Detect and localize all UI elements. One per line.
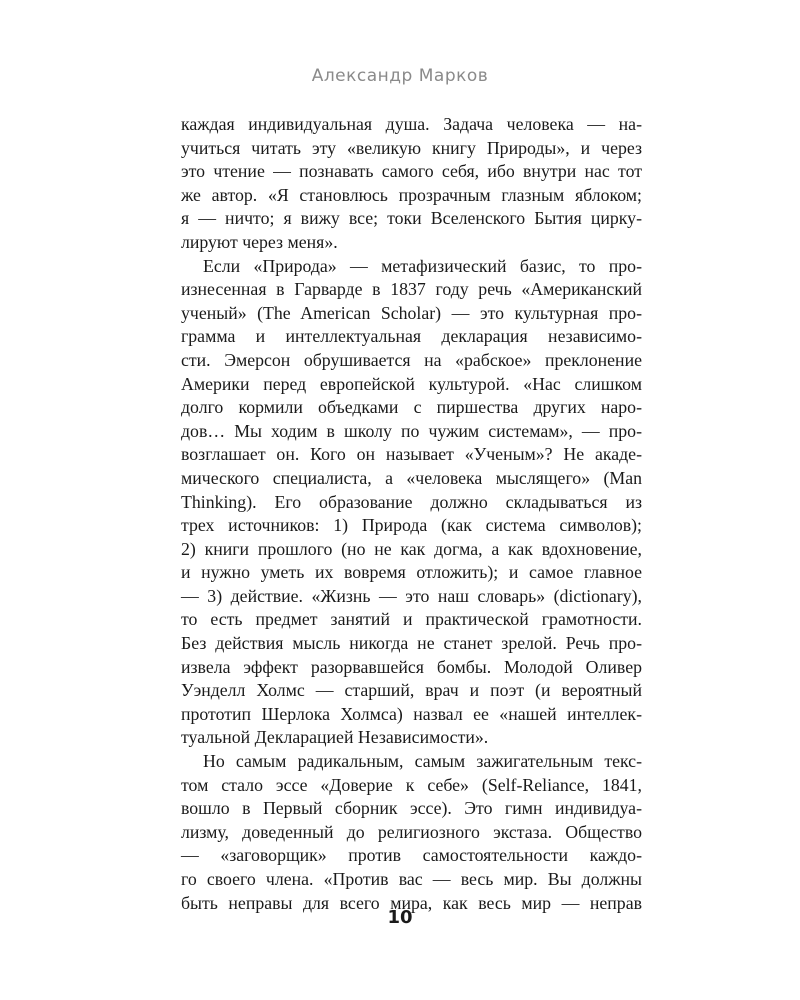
- text-line: возглашает он. Кого он называет «Ученым»? Не акаде-: [181, 444, 642, 465]
- text-line: Но самым радикальным, самым зажигательным текс-: [203, 751, 642, 772]
- text-line: ученый» (The American Scholar) — это культурная про-: [181, 302, 642, 323]
- text-line: Америки перед европейской культурой. «Нас слишком: [181, 373, 642, 394]
- text-line: изнесенная в Гарварде в 1837 году речь «Американский: [181, 279, 642, 300]
- text-line: то есть предмет занятий и практической грамотности.: [181, 609, 642, 630]
- text-line: том стало эссе «Доверие к себе» (Self-Reliance, 1841,: [181, 774, 642, 795]
- text-line: это чтение — познавать самого себя, ибо внутри нас тот: [181, 161, 642, 182]
- text-line: — 3) действие. «Жизнь — это наш словарь» (dictionary),: [181, 585, 642, 606]
- text-line: Если «Природа» — метафизический базис, то про-: [203, 255, 642, 276]
- text-line: Thinking). Его образование должно складываться из: [181, 491, 642, 512]
- text-line: сти. Эмерсон обрушивается на «рабское» преклонение: [181, 349, 642, 370]
- text-line: Без действия мысль никогда не станет зрелой. Речь про-: [181, 633, 642, 654]
- text-line: 2) книги прошлого (но не как догма, а как вдохновение,: [181, 538, 642, 559]
- text-line: дов… Мы ходим в школу по чужим системам», — про-: [181, 420, 642, 441]
- text-line: вошло в Первый сборник эссе). Это гимн индивидуа-: [181, 798, 642, 819]
- text-line: го своего члена. «Против вас — весь мир. Вы должны: [181, 869, 642, 889]
- text-line: быть неправы для всего мира, как весь мир — неправ: [181, 892, 642, 913]
- text-line: — «заговорщик» против самостоятельности каждо-: [181, 845, 642, 866]
- text-line: лизму, доведенный до религиозного экстаза. Общество: [181, 821, 642, 842]
- text-line: учиться читать эту «великую книгу Природы», и через: [181, 137, 642, 158]
- text-line: каждая индивидуальная душа. Задача человека — на-: [181, 114, 642, 134]
- text-line: трех источников: 1) Природа (как система символов);: [181, 515, 642, 536]
- text-line: же автор. «Я становлюсь прозрачным глазным яблоком;: [181, 184, 642, 205]
- running-head-author: Александр Марков: [311, 66, 489, 86]
- text-line: долго кормили объедками с пиршества других наро-: [181, 397, 642, 418]
- page-body: [181, 113, 642, 915]
- text-line: и нужно уметь их вовремя отложить); и самое главное: [181, 562, 642, 583]
- text-line: Уэнделл Холмс — старший, врач и поэт (и вероятный: [181, 680, 642, 701]
- text-line: туальной Декларацией Независимости».: [181, 727, 489, 748]
- text-line: прототип Шерлока Холмса) назвал ее «нашей интеллек-: [181, 703, 642, 724]
- text-line: извела эффект разорвавшейся бомбы. Молодой Оливер: [181, 656, 642, 677]
- text-line: я — ничто; я вижу все; токи Вселенского Бытия цирку-: [181, 208, 642, 229]
- text-line: мического специалиста, а «человека мыслящего» (Man: [181, 467, 642, 488]
- text-line: лируют через меня».: [181, 231, 338, 252]
- text-line: грамма и интеллектуальная декларация независимо-: [181, 326, 642, 347]
- page-number: 10: [387, 907, 413, 928]
